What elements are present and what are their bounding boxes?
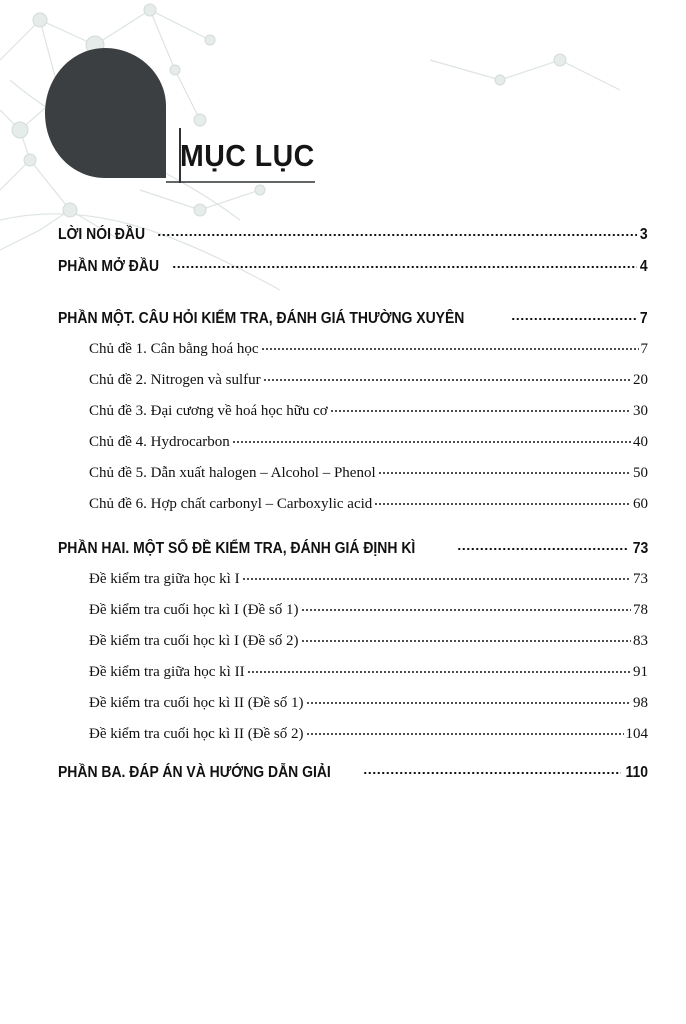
toc-section-row[interactable]: [58, 310, 648, 328]
toc-topic-row[interactable]: [89, 633, 648, 650]
toc-topic-row[interactable]: [89, 695, 648, 712]
dot-leader: [301, 640, 631, 642]
toc-entry-label: PHẦN BA. ĐÁP ÁN VÀ HƯỚNG DẪN GIẢI: [58, 764, 331, 781]
dot-leader: [242, 578, 631, 580]
dot-leader: [261, 348, 639, 350]
toc-page-number: 104: [625, 726, 648, 742]
toc-page-number: 4: [640, 258, 648, 275]
toc-entry-label: PHẦN HAI. MỘT SỐ ĐỀ KIỂM TRA, ĐÁNH GIÁ ĐỊNH KÌ: [58, 540, 416, 557]
toc-page-number: 78: [633, 602, 648, 618]
toc-entry-label: Chủ đề 5. Dẫn xuất halogen – Alcohol – Phenol: [89, 465, 376, 481]
dot-leader: [330, 410, 631, 412]
toc-entry-label: Chủ đề 3. Đại cương về hoá học hữu cơ: [89, 403, 328, 419]
toc-topic-row[interactable]: [89, 434, 648, 451]
toc-entry-label: Chủ đề 4. Hydrocarbon: [89, 434, 230, 450]
dot-leader: [157, 234, 638, 237]
toc-page-number: 3: [640, 226, 648, 243]
toc-page-number: 91: [633, 664, 648, 680]
toc-entry-label: Chủ đề 6. Hợp chất carbonyl – Carboxylic acid: [89, 496, 373, 512]
teardrop-badge: [45, 48, 166, 178]
toc-entry-label: Đề kiểm tra cuối học kì I (Đề số 1): [89, 602, 299, 618]
toc-section-row[interactable]: [58, 226, 648, 244]
toc-entry-label: Đề kiểm tra cuối học kì II (Đề số 2): [89, 726, 304, 742]
toc-header: [0, 0, 686, 230]
toc-topic-row[interactable]: [89, 571, 648, 588]
toc-topic-row[interactable]: [89, 496, 648, 513]
toc-page-number: 7: [640, 341, 648, 357]
dot-leader: [247, 671, 631, 673]
toc-entry-label: Đề kiểm tra cuối học kì I (Đề số 2): [89, 633, 299, 649]
toc-page-number: 73: [633, 571, 648, 587]
dot-leader: [511, 318, 637, 321]
dot-leader: [306, 702, 631, 704]
toc-entry-label: Đề kiểm tra giữa học kì I: [89, 571, 240, 587]
toc-entry-label: Chủ đề 2. Nitrogen và sulfur: [89, 372, 261, 388]
header-decoration: [0, 0, 686, 230]
dot-leader: [374, 503, 631, 505]
page-title: MỤC LỤC: [180, 138, 315, 173]
toc-page-number: 73: [632, 540, 648, 557]
toc-topic-row[interactable]: [89, 602, 648, 619]
toc-entry-label: PHẦN MỘT. CÂU HỎI KIỂM TRA, ĐÁNH GIÁ THƯỜNG XUYÊN: [58, 310, 465, 327]
toc-topic-row[interactable]: [89, 664, 648, 681]
toc-entry-label: Chủ đề 1. Cân bằng hoá học: [89, 341, 259, 357]
toc-entry-label: PHẦN MỞ ĐẦU: [58, 258, 160, 275]
dot-leader: [457, 548, 629, 551]
toc-page-number: 60: [633, 496, 648, 512]
toc-page-number: 20: [633, 372, 648, 388]
toc-topic-row[interactable]: [89, 372, 648, 389]
dot-leader: [306, 733, 624, 735]
toc-topic-row[interactable]: [89, 726, 648, 743]
toc-section-row[interactable]: [58, 258, 648, 276]
toc-section-row[interactable]: [58, 540, 648, 558]
toc-page-number: 50: [633, 465, 648, 481]
toc-entry-label: LỜI NÓI ĐẦU: [58, 226, 146, 243]
toc-page-number: 110: [625, 764, 648, 781]
dot-leader: [232, 441, 631, 443]
toc-page-number: 83: [633, 633, 648, 649]
toc-page-number: 30: [633, 403, 648, 419]
toc-section-row[interactable]: [58, 764, 648, 782]
toc-entry-label: Đề kiểm tra giữa học kì II: [89, 664, 245, 680]
dot-leader: [301, 609, 631, 611]
toc-entry-label: Đề kiểm tra cuối học kì II (Đề số 1): [89, 695, 304, 711]
toc-page-number: 98: [633, 695, 648, 711]
dot-leader: [363, 772, 621, 775]
toc-topic-row[interactable]: [89, 403, 648, 420]
toc-topic-row[interactable]: [89, 465, 648, 482]
dot-leader: [378, 472, 631, 474]
dot-leader: [172, 266, 637, 269]
toc-page-number: 40: [633, 434, 648, 450]
dot-leader: [263, 379, 631, 381]
toc-topic-row[interactable]: [89, 341, 648, 358]
toc-page-number: 7: [640, 310, 648, 327]
